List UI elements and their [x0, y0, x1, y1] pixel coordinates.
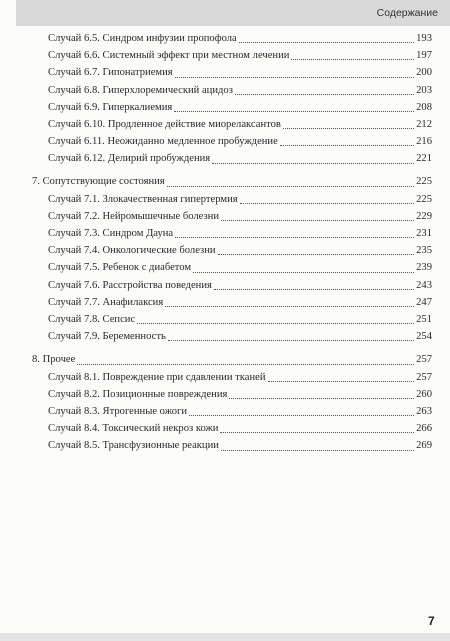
toc-entry-page: 225	[416, 193, 432, 205]
toc-entry-label: Случай 7.4. Онкологические болезни	[48, 245, 216, 257]
dot-leader	[229, 397, 414, 399]
toc-entry	[32, 420, 432, 437]
toc-entry-label: Случай 7.7. Анафилаксия	[48, 296, 164, 308]
toc-entry-label: Случай 6.7. Гипонатриемия	[48, 67, 173, 79]
toc-entry	[32, 277, 432, 294]
dot-leader	[283, 127, 414, 129]
dot-leader	[239, 41, 414, 43]
toc-entry-label: Случай 6.8. Гиперхлоремический ацидоз	[48, 84, 233, 96]
dot-leader	[240, 202, 414, 204]
toc-entry	[32, 133, 432, 150]
toc-entry	[32, 403, 432, 420]
toc-entry-page: 251	[416, 313, 432, 325]
dot-leader	[218, 253, 415, 255]
dot-leader	[77, 363, 414, 365]
toc-entry-page: 254	[416, 331, 432, 343]
dot-leader	[168, 339, 414, 341]
toc-entry	[32, 311, 432, 328]
toc-entry	[32, 64, 432, 81]
dot-leader	[235, 93, 414, 95]
toc-entry-page: 193	[416, 32, 432, 44]
toc-entry-page: 200	[416, 67, 432, 79]
toc-entry-page: 197	[416, 50, 432, 62]
toc-entry-page: 203	[416, 84, 432, 96]
toc-entry-label: Случай 7.9. Беременность	[48, 331, 166, 343]
toc-entry-label: Случай 6.11. Неожиданно медленное пробуждение	[48, 136, 278, 148]
toc-entry-page: 216	[416, 136, 432, 148]
dot-leader	[280, 144, 414, 146]
dot-leader	[174, 110, 414, 112]
dot-leader	[268, 380, 415, 382]
toc-entry-label: Случай 7.1. Злокачественная гипертермия	[48, 193, 238, 205]
toc-entry-page: 263	[416, 405, 432, 417]
toc-entry	[32, 225, 432, 242]
page-number: 7	[428, 614, 435, 628]
toc-entry	[32, 369, 432, 386]
toc-entry	[32, 150, 432, 167]
toc-entry-page: 257	[416, 354, 432, 366]
toc-entry-page: 225	[416, 176, 432, 188]
toc-entry	[32, 99, 432, 116]
running-header-title: Содержание	[376, 7, 438, 19]
dot-leader	[137, 322, 414, 324]
toc-entry-label: Случай 7.2. Нейромышечные болезни	[48, 210, 220, 222]
toc-entry	[32, 30, 432, 47]
toc-entry-page: 235	[416, 245, 432, 257]
dot-leader	[220, 431, 414, 433]
toc-entry	[32, 328, 432, 345]
toc-entry-page: 239	[416, 262, 432, 274]
toc-entry-label: Случай 6.12. Делирий пробуждения	[48, 153, 211, 165]
toc-entry	[32, 437, 432, 454]
toc-entry	[32, 82, 432, 99]
toc-entry-label: Случай 8.3. Ятрогенные ожоги	[48, 405, 188, 417]
toc-entry-page: 257	[416, 371, 432, 383]
toc-entry-page: 243	[416, 279, 432, 291]
toc-entry	[32, 47, 432, 64]
dot-leader	[291, 58, 414, 60]
toc-entry-page: 269	[416, 440, 432, 452]
dot-leader	[212, 162, 414, 164]
toc-entry-page: 212	[416, 118, 432, 130]
table-of-contents	[32, 30, 432, 455]
toc-entry-label: Случай 8.2. Позиционные повреждения	[48, 388, 228, 400]
toc-entry-label: 7. Сопутствующие состояния	[32, 176, 165, 188]
dot-leader	[165, 305, 414, 307]
toc-entry-label: Случай 7.3. Синдром Дауна	[48, 228, 174, 240]
toc-entry-label: Случай 7.6. Расстройства поведения	[48, 279, 212, 291]
toc-entry	[32, 386, 432, 403]
toc-entry-label: Случай 6.5. Синдром инфузии пропофола	[48, 32, 237, 44]
toc-entry-label: Случай 7.5. Ребенок с диабетом	[48, 262, 192, 274]
header-band	[16, 0, 450, 26]
toc-entry-page: 260	[416, 388, 432, 400]
toc-entry	[32, 259, 432, 276]
toc-entry-page: 266	[416, 423, 432, 435]
toc-entry	[32, 294, 432, 311]
dot-leader	[167, 185, 414, 187]
toc-entry	[32, 242, 432, 259]
toc-entry-page: 231	[416, 228, 432, 240]
toc-entry-label: Случай 8.5. Трансфузионные реакции	[48, 440, 219, 452]
toc-entry	[32, 191, 432, 208]
toc-entry-label: Случай 6.6. Системный эффект при местном лечении	[48, 50, 290, 62]
toc-entry	[32, 208, 432, 225]
toc-section-entry	[32, 351, 432, 368]
toc-entry-page: 229	[416, 210, 432, 222]
toc-entry-label: Случай 6.10. Продленное действие миорелаксантов	[48, 118, 281, 130]
toc-entry-label: Случай 8.4. Токсический некроз кожи	[48, 423, 219, 435]
toc-entry-label: Случай 8.1. Повреждение при сдавлении тканей	[48, 371, 266, 383]
dot-leader	[221, 219, 414, 221]
dot-leader	[214, 288, 414, 290]
toc-entry-page: 208	[416, 101, 432, 113]
toc-entry-label: Случай 6.9. Гиперкалиемия	[48, 101, 173, 113]
bottom-band	[0, 633, 450, 641]
toc-entry	[32, 116, 432, 133]
dot-leader	[175, 236, 414, 238]
dot-leader	[221, 449, 414, 451]
toc-entry-label: 8. Прочее	[32, 354, 76, 366]
toc-section-entry	[32, 174, 432, 191]
toc-entry-page: 221	[416, 153, 432, 165]
dot-leader	[189, 414, 414, 416]
dot-leader	[193, 271, 414, 273]
toc-entry-label: Случай 7.8. Сепсис	[48, 313, 136, 325]
dot-leader	[175, 76, 414, 78]
toc-entry-page: 247	[416, 296, 432, 308]
